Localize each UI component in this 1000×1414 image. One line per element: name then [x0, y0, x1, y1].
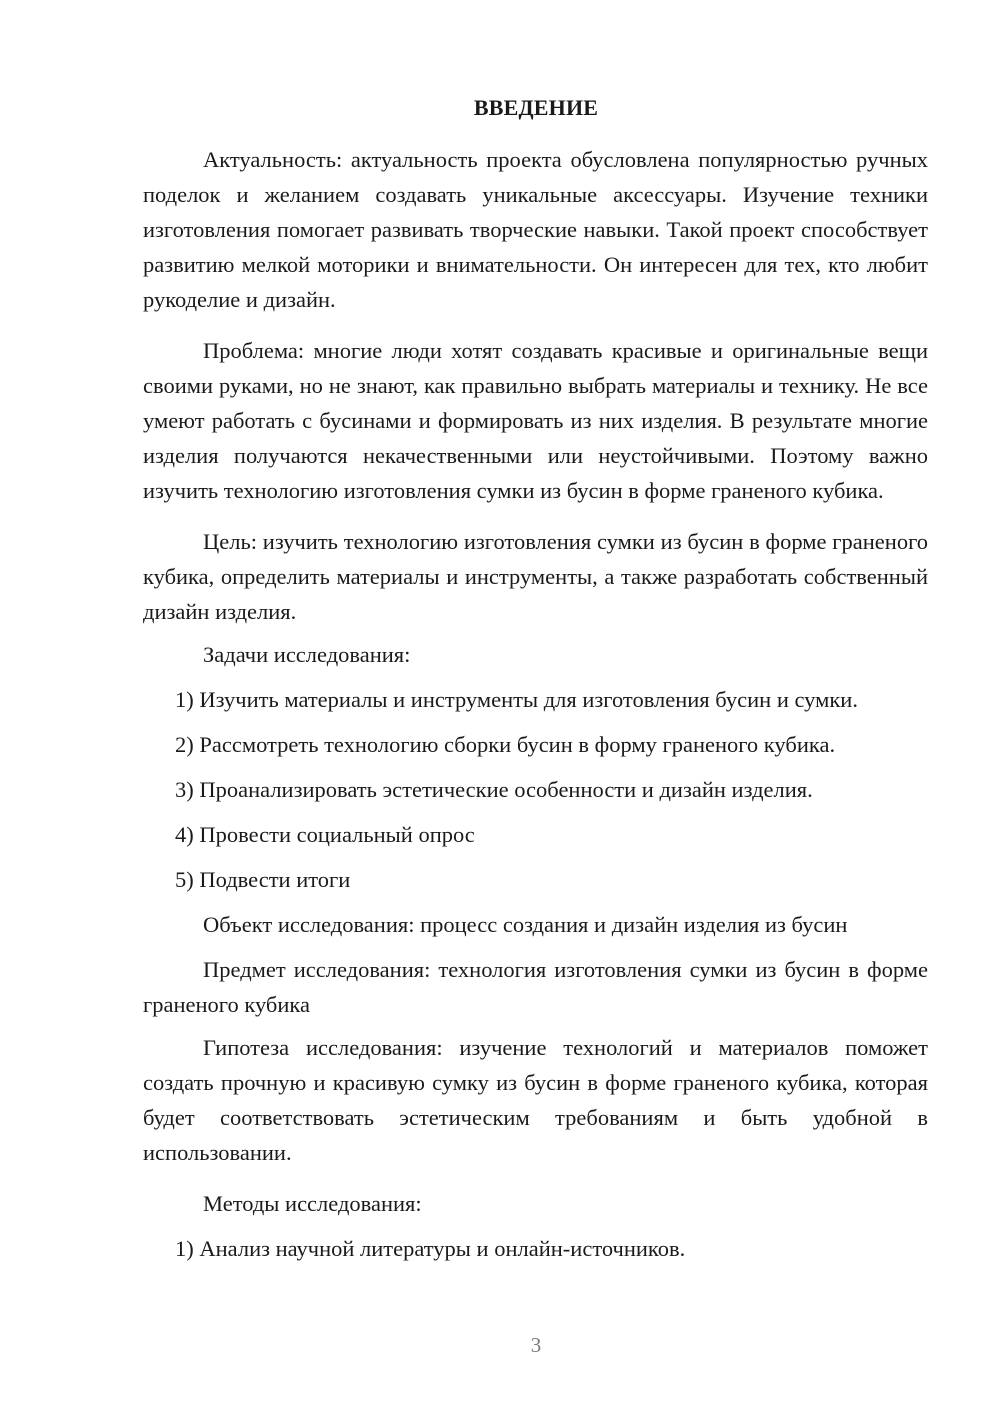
methods-list [143, 1231, 928, 1266]
hypothesis-paragraph: Гипотеза исследования: изучение технологий и материалов поможет создать прочную и красивую сумку из бусин в форме граненого кубика, которая будет соответствовать эстетическим требованиям и быть удобной в использовании. [143, 1035, 928, 1165]
section-title: ВВЕДЕНИЕ [473, 95, 599, 120]
relevance-paragraph: Актуальность: актуальность проекта обусловлена популярностью ручных поделок и желанием создавать уникальные аксессуары. Изучение техники изготовления помогает развивать творческие навыки. Такой проект способствует развитию мелкой моторики и внимательности. Он интересен для тех, кто любит рукоделие и дизайн. [143, 147, 928, 312]
list-item: 2) Рассмотреть технологию сборки бусин в форму граненого кубика. [175, 732, 836, 757]
list-item: 3) Проанализировать эстетические особенности и дизайн изделия. [175, 777, 813, 802]
tasks-heading: Задачи исследования: [203, 642, 411, 667]
list-item: 1) Анализ научной литературы и онлайн-источников. [175, 1236, 686, 1261]
subject-paragraph: Предмет исследования: технология изготовления сумки из бусин в форме граненого кубика [143, 957, 928, 1017]
methods-heading: Методы исследования: [203, 1191, 422, 1216]
goal-paragraph: Цель: изучить технологию изготовления сумки из бусин в форме граненого кубика, определить материалы и инструменты, а также разработать собственный дизайн изделия. [143, 529, 928, 624]
tasks-list [143, 682, 928, 897]
page-number: 3 [530, 1333, 542, 1357]
list-item: 1) Изучить материалы и инструменты для изготовления бусин и сумки. [175, 687, 858, 712]
document-body [143, 142, 928, 1276]
problem-paragraph: Проблема: многие люди хотят создавать красивые и оригинальные вещи своими руками, но не знают, как правильно выбрать материалы и технику. Не все умеют работать с бусинами и формировать из них изделия. В результате многие изделия получаются некачественными или неустойчивыми. Поэтому важно изучить технологию изготовления сумки из бусин в форме граненого кубика. [143, 338, 928, 503]
list-item: 5) Подвести итоги [175, 867, 351, 892]
object-line: Объект исследования: процесс создания и дизайн изделия из бусин [203, 912, 848, 937]
list-item: 4) Провести социальный опрос [175, 822, 475, 847]
